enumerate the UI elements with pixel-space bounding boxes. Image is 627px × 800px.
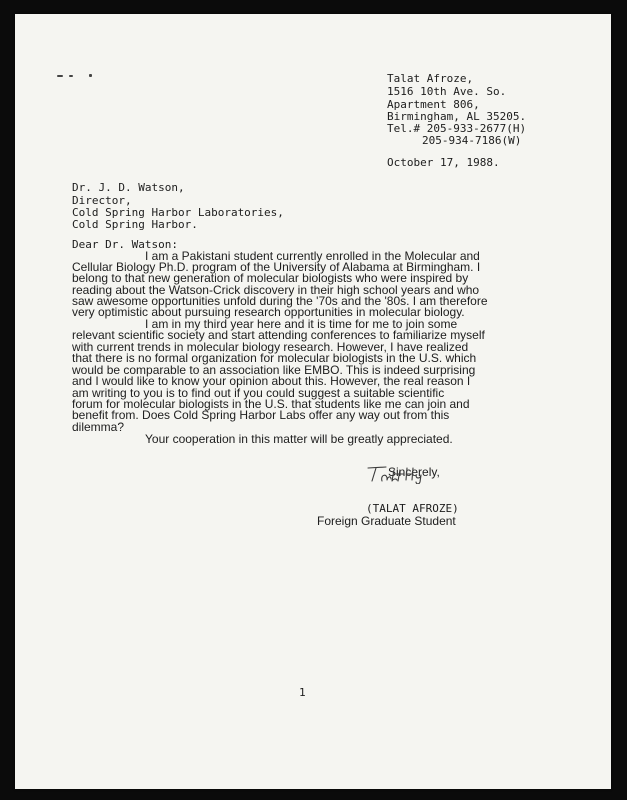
stray-mark [57,75,63,77]
recipient-org: Cold Spring Harbor Laboratories, [72,206,284,219]
body-line: relevant scientific society and start attending conferences to familiarize myself [72,328,485,342]
body-line: reading about the Watson-Crick discovery in their high school years and who [72,283,480,297]
signer-name: (TALAT AFROZE) [366,502,459,515]
body-line: am writing to you is to find out if you could suggest a suitable scientific [72,386,445,400]
body-line: very optimistic about pursuing research opportunities in molecular biology. [72,305,465,319]
sender-apartment: Apartment 806, [387,98,480,111]
signer-title: Foreign Graduate Student [317,514,456,528]
recipient-title: Director, [72,194,132,207]
body-line: that there is no formal organization for molecular biologists in the U.S. which [72,351,477,365]
body-line: Your cooperation in this matter will be greatly appreciated. [145,432,453,446]
sender-name: Talat Afroze, [387,72,474,85]
sender-city: Birmingham, AL 35205. [387,110,527,123]
body-line: saw awesome opportunities unfold during the '70s and the '80s. I am therefore [72,294,488,308]
body-line: would be comparable to an association like EMBO. This is indeed surprising [72,363,476,377]
body-line: Cellular Biology Ph.D. program of the University of Alabama at Birmingham. I [72,260,481,274]
page-number: 1 [299,686,306,699]
stray-mark [69,75,73,77]
salutation: Dear Dr. Watson: [72,238,178,251]
sender-tel-home: Tel.# 205-933-2677(H) [387,122,527,135]
body-line: I am in my third year here and it is time for me to join some [145,317,458,331]
signature [360,462,440,484]
closing: Sincerely, [388,465,440,479]
body-line: dilemma? [72,420,125,434]
letter-date: October 17, 1988. [387,156,500,169]
recipient-place: Cold Spring Harbor. [72,218,198,231]
sender-tel-work: 205-934-7186(W) [422,134,522,147]
body-line: belong to that new generation of molecular biologists who were inspired by [72,271,469,285]
body-line: with current trends in molecular biology research. However, I have realized [72,340,469,354]
body-line: and I would like to know your opinion about this. However, the real reason I [72,374,471,388]
sender-street: 1516 10th Ave. So. [387,85,507,98]
body-line: forum for molecular biologists in the U.S. that students like me can join and [72,397,470,411]
recipient-name: Dr. J. D. Watson, [72,181,185,194]
body-line: benefit from. Does Cold Spring Harbor Labs offer any way out from this [72,408,450,422]
stray-mark [89,74,92,77]
body-line: I am a Pakistani student currently enrolled in the Molecular and [145,249,480,263]
